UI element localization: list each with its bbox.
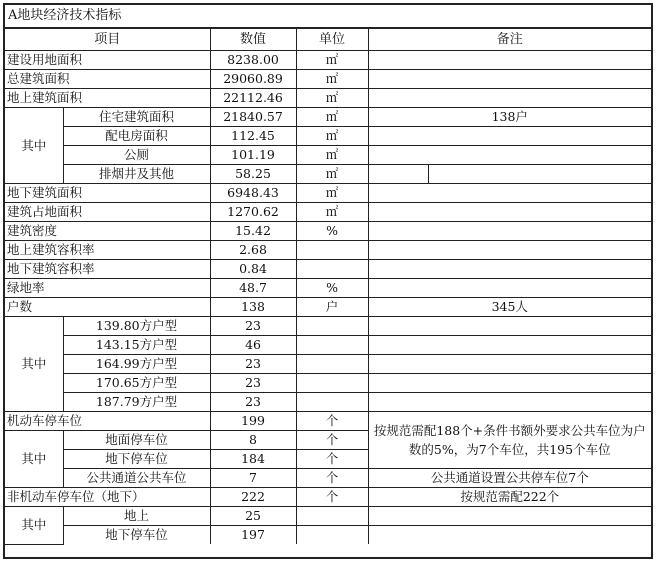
row-note — [368, 507, 651, 526]
row-unit — [296, 374, 368, 393]
row-note — [368, 241, 651, 260]
table-row — [5, 355, 651, 374]
row-unit: ㎡ — [296, 70, 368, 89]
row-label: 公共通道公共车位 — [63, 469, 210, 488]
row-unit: 个 — [296, 412, 368, 431]
row-value: 48.7 — [210, 279, 296, 298]
row-label: 地下建筑面积 — [5, 184, 210, 203]
table-row — [5, 279, 651, 298]
row-value: 138 — [210, 298, 296, 317]
table-row — [5, 241, 651, 260]
row-value: 25 — [210, 507, 296, 526]
row-note — [368, 222, 651, 241]
parking-note: 按规范需配188个+条件书额外要求公共车位为户数的5%，为7个车位，共195个车位 — [368, 412, 651, 469]
row-label: 建筑密度 — [5, 222, 210, 241]
row-value: 8238.00 — [210, 51, 296, 70]
table-row — [5, 108, 651, 127]
row-unit — [296, 393, 368, 412]
row-unit — [296, 317, 368, 336]
table-row — [5, 507, 651, 526]
row-unit: 个 — [296, 488, 368, 507]
row-value: 46 — [210, 336, 296, 355]
row-note — [368, 184, 651, 203]
row-label: 配电房面积 — [63, 127, 210, 146]
row-label: 总建筑面积 — [5, 70, 210, 89]
row-unit: 户 — [296, 298, 368, 317]
row-value: 2.68 — [210, 241, 296, 260]
row-note — [368, 336, 651, 355]
row-note — [368, 51, 651, 70]
table-row — [5, 336, 651, 355]
row-note — [368, 374, 651, 393]
row-unit — [296, 507, 368, 526]
row-label: 排烟井及其他 — [63, 165, 210, 184]
row-unit: ㎡ — [296, 165, 368, 184]
row-value: 184 — [210, 450, 296, 469]
row-label: 住宅建筑面积 — [63, 108, 210, 127]
header-item: 项目 — [5, 29, 210, 51]
row-label: 地下停车位 — [63, 450, 210, 469]
row-unit: ㎡ — [296, 146, 368, 165]
sheet-title: A地块经济技术指标 — [5, 5, 651, 28]
row-value: 58.25 — [210, 165, 296, 184]
row-value: 21840.57 — [210, 108, 296, 127]
row-unit: ㎡ — [296, 127, 368, 146]
row-note — [368, 146, 651, 165]
group-label: 其中 — [5, 317, 63, 412]
row-label: 地下停车位 — [63, 526, 210, 545]
row-unit — [296, 260, 368, 279]
row-unit: ㎡ — [296, 184, 368, 203]
row-value: 112.45 — [210, 127, 296, 146]
table-row — [5, 374, 651, 393]
row-value: 23 — [210, 317, 296, 336]
row-label: 地上建筑容积率 — [5, 241, 210, 260]
row-label: 143.15方户型 — [63, 336, 210, 355]
table-row — [5, 317, 651, 336]
header-row — [5, 29, 651, 51]
row-note: 138户 — [368, 108, 651, 127]
table-row — [5, 70, 651, 89]
row-value: 101.19 — [210, 146, 296, 165]
table-row — [5, 260, 651, 279]
row-label: 非机动车停车位（地下） — [5, 488, 210, 507]
row-value: 23 — [210, 374, 296, 393]
row-unit: % — [296, 222, 368, 241]
row-label: 机动车停车位 — [5, 412, 210, 431]
row-note — [368, 526, 651, 545]
row-note — [368, 260, 651, 279]
cell-divider — [428, 165, 429, 183]
group-label: 其中 — [5, 431, 63, 488]
row-label: 170.65方户型 — [63, 374, 210, 393]
row-unit: ㎡ — [296, 51, 368, 70]
economic-indicators-sheet — [3, 3, 653, 559]
row-note: 公共通道设置公共停车位7个 — [368, 469, 651, 488]
row-note — [368, 70, 651, 89]
row-note — [368, 355, 651, 374]
row-note — [368, 89, 651, 108]
row-value: 22112.46 — [210, 89, 296, 108]
header-value: 数值 — [210, 29, 296, 51]
row-note: 345人 — [368, 298, 651, 317]
row-label: 建筑占地面积 — [5, 203, 210, 222]
row-note: 按规范需配222个 — [368, 488, 651, 507]
row-value: 222 — [210, 488, 296, 507]
row-label: 187.79方户型 — [63, 393, 210, 412]
row-value: 23 — [210, 393, 296, 412]
header-note: 备注 — [368, 29, 651, 51]
row-unit: 个 — [296, 431, 368, 450]
table-row — [5, 184, 651, 203]
indicators-table — [5, 28, 651, 545]
table-row — [5, 127, 651, 146]
row-note — [368, 279, 651, 298]
row-label: 绿地率 — [5, 279, 210, 298]
row-note — [368, 317, 651, 336]
row-value: 15.42 — [210, 222, 296, 241]
row-label: 139.80方户型 — [63, 317, 210, 336]
table-row — [5, 526, 651, 545]
table-row — [5, 469, 651, 488]
table-row — [5, 222, 651, 241]
row-note — [368, 165, 651, 184]
row-value: 0.84 — [210, 260, 296, 279]
row-unit — [296, 526, 368, 545]
row-value: 29060.89 — [210, 70, 296, 89]
row-unit: 个 — [296, 450, 368, 469]
row-label: 地上建筑面积 — [5, 89, 210, 108]
group-label: 其中 — [5, 507, 63, 545]
row-value: 1270.62 — [210, 203, 296, 222]
row-unit — [296, 241, 368, 260]
row-label: 户数 — [5, 298, 210, 317]
row-unit: ㎡ — [296, 89, 368, 108]
row-unit: ㎡ — [296, 203, 368, 222]
row-note — [368, 393, 651, 412]
table-row — [5, 393, 651, 412]
row-value: 6948.43 — [210, 184, 296, 203]
row-unit: % — [296, 279, 368, 298]
row-label: 164.99方户型 — [63, 355, 210, 374]
row-value: 199 — [210, 412, 296, 431]
row-unit — [296, 355, 368, 374]
row-value: 8 — [210, 431, 296, 450]
table-row — [5, 146, 651, 165]
row-label: 公厕 — [63, 146, 210, 165]
row-unit: ㎡ — [296, 108, 368, 127]
row-label: 建设用地面积 — [5, 51, 210, 70]
group-label: 其中 — [5, 108, 63, 184]
table-row — [5, 89, 651, 108]
header-unit: 单位 — [296, 29, 368, 51]
row-value: 23 — [210, 355, 296, 374]
row-value: 7 — [210, 469, 296, 488]
row-unit — [296, 336, 368, 355]
table-row — [5, 165, 651, 184]
table-row — [5, 298, 651, 317]
table-row — [5, 51, 651, 70]
row-note — [368, 127, 651, 146]
row-value: 197 — [210, 526, 296, 545]
table-row — [5, 488, 651, 507]
row-label: 地上 — [63, 507, 210, 526]
row-unit: 个 — [296, 469, 368, 488]
table-row — [5, 412, 651, 431]
row-label: 地下建筑容积率 — [5, 260, 210, 279]
table-row — [5, 203, 651, 222]
row-label: 地面停车位 — [63, 431, 210, 450]
row-note — [368, 203, 651, 222]
